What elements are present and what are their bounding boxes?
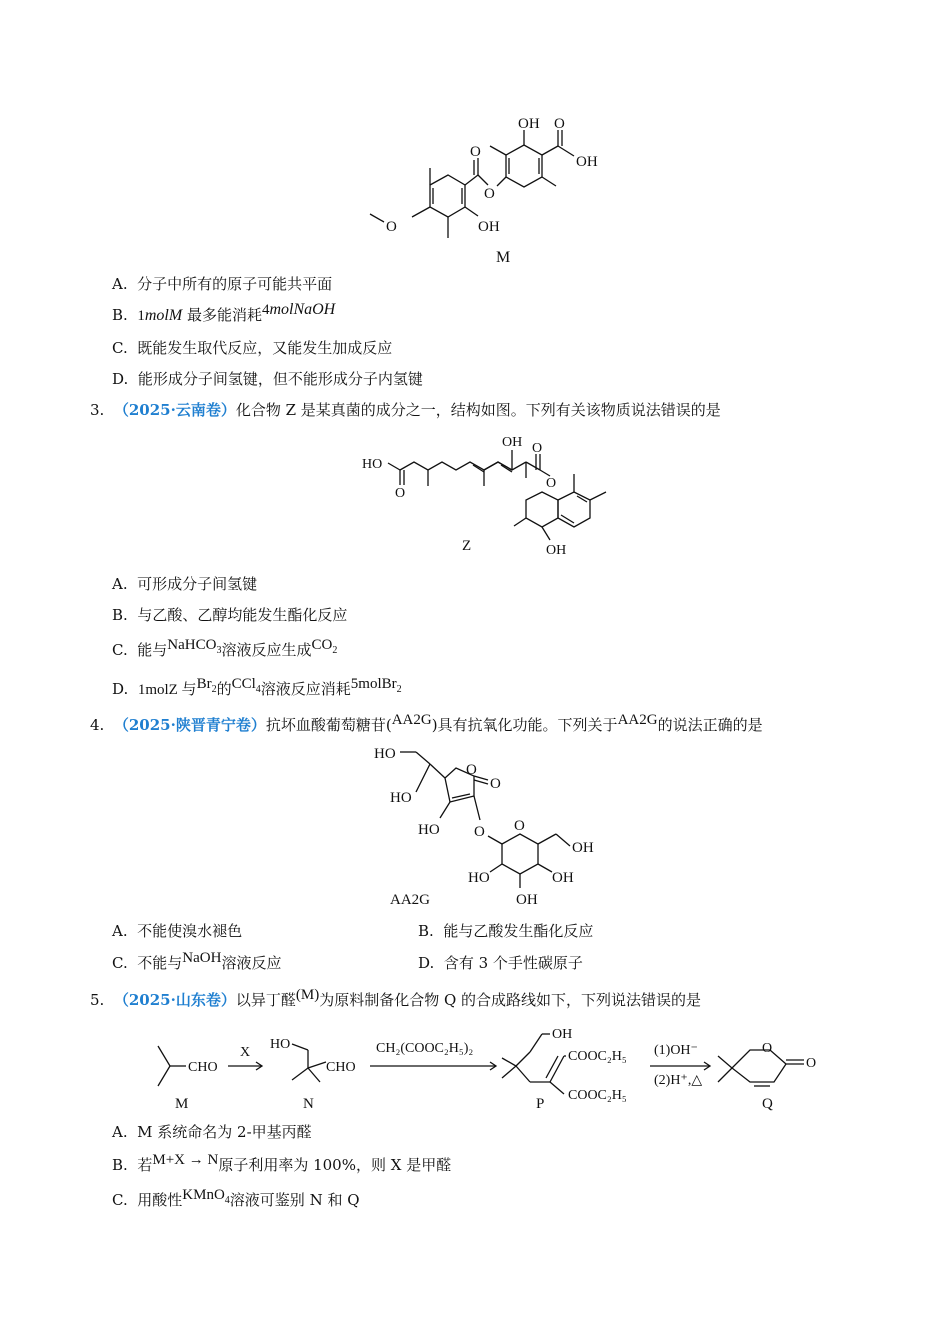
q5-option-b: B. 若M+X → N原子利用率为 100%，则 X 是甲醛 [112, 1152, 452, 1174]
question-4-stem: 4. （2025·陕晋青宁卷）抗坏血酸葡萄糖苷(AA2G)具有抗氧化功能。下列关于AA2G的说法正确的是 [90, 712, 763, 734]
q3-option-d: D. 1molZ 与$Br_2$的CCl$_4$溶液反应消耗5molBr$_2$ [112, 676, 402, 698]
aa2g-oh-label-2: OH [552, 870, 574, 886]
n-ho-label: HO [270, 1037, 291, 1052]
aa2g-ho-label-1: HO [374, 746, 396, 762]
question-5-source: （2025·山东卷） [113, 991, 236, 1009]
q4-option-d: D. 含有 3 个手性碳原子 [418, 954, 583, 972]
q5-option-c: C. 用酸性KMnO$_4$溶液可鉴别 N 和 Q [112, 1187, 360, 1209]
aa2g-oh-label-1: OH [572, 840, 594, 856]
question-5-stem: 5. （2025·山东卷）以异丁醛(M)为原料制备化合物 Q 的合成路线如下，下列说法错误的是 [90, 987, 702, 1009]
p-oh-label: OH [552, 1027, 573, 1042]
aa2g-figure-label: AA2G [390, 892, 430, 908]
structure-z [360, 430, 640, 560]
aa2g-ether-o-label: O [474, 824, 485, 840]
aa2g-ring-o-label: O [466, 762, 477, 778]
reagent-x: X [240, 1045, 251, 1060]
m-oh-label-2: OH [518, 116, 540, 132]
z-ho-label: HO [362, 457, 383, 472]
n-cho-label: CHO [326, 1060, 356, 1075]
aa2g-ho-label-4: HO [468, 870, 490, 886]
m-cooh-o-label: O [554, 116, 565, 132]
q2-option-d: D. 能形成分子间氢键，但不能形成分子内氢键 [112, 370, 423, 388]
methoxy-o-label: O [386, 219, 397, 235]
z-oh-label-1: OH [502, 435, 523, 450]
q2-option-c: C. 既能发生取代反应，又能发生加成反应 [112, 339, 393, 357]
z-acid-o-label: O [395, 486, 406, 501]
q3-option-c: C. 能与NaHCO$_3$溶液反应生成$CO_2$ [112, 637, 338, 659]
q4-option-c: C. 不能与NaOH溶液反应 [112, 950, 282, 972]
question-3-source: （2025·云南卷） [113, 401, 236, 419]
z-oh-label-2: OH [546, 543, 567, 558]
m-cho-label: CHO [188, 1060, 218, 1075]
structure-aa2g [370, 740, 620, 910]
p-cooet-label-1: COOC₂H₅ [568, 1049, 627, 1064]
aa2g-oh-label-3: OH [516, 892, 538, 908]
q3-option-a: A. 可形成分子间氢键 [112, 575, 258, 593]
scheme-label-m: M [175, 1096, 189, 1112]
synthesis-scheme [150, 1020, 830, 1120]
m-carbonyl-o-label: O [470, 144, 481, 160]
q4-option-b: B. 能与乙酸发生酯化反应 [418, 922, 594, 940]
question-3-stem: 3. （2025·云南卷）化合物 Z 是某真菌的成分之一，结构如图。下列有关该物质说法错误的是 [90, 401, 721, 419]
scheme-label-q: Q [762, 1096, 773, 1112]
structure-m [360, 110, 620, 270]
reagent-acid-heat: (2)H⁺,△ [654, 1073, 703, 1088]
z-ester-o-label: O [546, 476, 557, 491]
aa2g-carbonyl-o-label: O [490, 776, 501, 792]
m-oh-label-1: OH [478, 219, 500, 235]
reagent-oh: (1)OH⁻ [654, 1043, 698, 1058]
q2-option-b: B. 1molM 最多能消耗4molNaOH [112, 301, 336, 324]
q-carbonyl-o-label: O [806, 1056, 817, 1071]
q-ring-o-label: O [762, 1041, 773, 1056]
m-figure-label: M [496, 249, 511, 266]
aa2g-pyranose-o-label: O [514, 818, 525, 834]
q4-option-a: A. 不能使溴水褪色 [112, 922, 243, 940]
m-cooh-oh-label: OH [576, 154, 598, 170]
q3-option-b: B. 与乙酸、乙醇均能发生酯化反应 [112, 606, 348, 624]
aa2g-ho-label-2: HO [390, 790, 412, 806]
p-cooet-label-2: COOC₂H₅ [568, 1088, 627, 1103]
q2-option-a: A. 分子中所有的原子可能共平面 [112, 275, 333, 293]
aa2g-ho-label-3: HO [418, 822, 440, 838]
scheme-label-p: P [536, 1096, 545, 1112]
question-4-source: （2025·陕晋青宁卷） [113, 716, 266, 734]
z-ester-carbonyl-o-label: O [532, 441, 543, 456]
q5-option-a: A. M 系统命名为 2-甲基丙醛 [112, 1123, 312, 1141]
reagent-malonate: CH₂(COOC₂H₅)₂ [376, 1041, 474, 1056]
z-figure-label: Z [462, 538, 472, 554]
scheme-label-n: N [303, 1096, 314, 1112]
m-ester-o-label: O [484, 186, 495, 202]
